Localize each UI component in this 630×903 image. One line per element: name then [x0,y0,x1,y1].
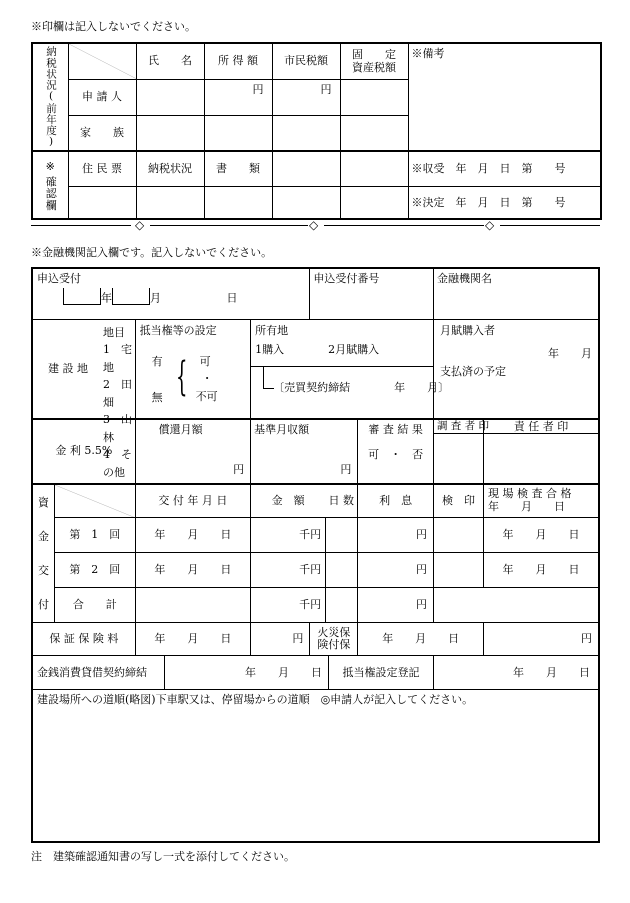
fund-side-label: 資 金 交 付 [32,484,54,623]
header-fixed-asset-tax: 固 定 資産税額 [340,43,408,79]
header-seal: 検 印 [433,484,483,518]
second-seal-field[interactable] [433,553,483,588]
mortgage-setting-cell[interactable]: 抵当権等の設定 有 無 { 可 ・ 不可 [135,319,250,419]
row-family: 家 族 [68,115,136,151]
chimoku-item: 2 田 畑 [103,378,143,409]
site-label: 建 設 地 地目 1 宅 地 2 田 畑 3 山 林 4 その他 [32,319,135,419]
family-name-field[interactable] [136,115,204,151]
tax-status-table [31,42,602,220]
family-city-tax-field[interactable] [272,115,340,151]
header-issue-date: 交 付 年 月 日 [135,484,250,518]
responsible-seal-label: 責 任 者 印 [484,419,599,434]
confirm-tax-status: 納税状況 [136,151,204,186]
diagonal-cell [54,484,135,518]
first-interest-field[interactable]: 円 [358,518,434,553]
chimoku-item: 4 その他 [103,448,132,479]
family-fixed-tax-field[interactable] [340,115,408,151]
chimoku-item: 1 宅 地 [103,343,143,374]
applicant-city-tax-field[interactable]: 円 [272,79,340,115]
confirm-blank-4 [340,186,408,219]
total-amount-field[interactable]: 千円 [251,588,358,623]
separator-line [500,225,600,226]
total-interest-field[interactable]: 円 [358,588,434,623]
first-site-date[interactable]: 年 月 日 [484,518,599,553]
first-seal-field[interactable] [433,518,483,553]
confirm-blank-2 [340,151,408,186]
row-second: 第 2 回 [54,553,135,588]
owner-land-cell[interactable]: 所有地 1購入 2月賦購入 〔売買契約締結 年 月〕 [251,319,434,419]
review-result-cell[interactable]: 審 査 結 果 可 ・ 否 [358,419,434,484]
applicant-fixed-tax-field[interactable] [340,79,408,115]
applicant-name-field[interactable] [136,79,204,115]
application-received-cell[interactable]: 申込受付 年 月 日 [32,268,310,319]
inspector-seal-label: 調 査 者 印 [433,419,483,434]
confirm-docs-field[interactable] [204,186,272,219]
route-map-area[interactable]: 建設場所への道順(略図)下車駅又は、停留場からの道順 ◎申請人が記入してください。 [32,690,599,842]
applicant-income-field[interactable]: 円 [204,79,272,115]
first-date-field[interactable]: 年 月 日 [135,518,250,553]
header-site-inspection: 現 場 検 査 合 格 年 月 日 [484,484,599,518]
header-income: 所 得 額 [204,43,272,79]
second-date-field[interactable]: 年 月 日 [135,553,250,588]
installment-buyer-cell[interactable]: 月賦購入者 年 月 支払済の予定 [433,319,599,419]
application-number-field[interactable]: 申込受付番号 [310,268,434,319]
second-amount-field[interactable]: 千円 [251,553,358,588]
remarks-cell: ※備考 [408,43,601,151]
row-applicant: 申 請 人 [68,79,136,115]
inspector-seal-field[interactable] [433,434,483,484]
family-income-field[interactable] [204,115,272,151]
bank-table [31,267,600,843]
responsible-seal-field[interactable] [484,434,599,484]
confirm-tax-field[interactable] [136,186,204,219]
confirm-documents: 書 類 [204,151,272,186]
total-blank [433,588,599,623]
interest-rate: 金 利 5.5% [32,419,135,484]
confirm-juminhyo: 住 民 票 [68,151,136,186]
footnote: 注 建築確認通知書の写し一式を添付してください。 [31,850,295,863]
bank-name-field[interactable]: 金融機関名 [433,268,599,319]
diamond-icon: ◇ [485,218,495,232]
separator-line [31,225,131,226]
chimoku-item: 3 山 林 [103,413,143,444]
guarantee-date-field[interactable]: 年 月 日 [135,623,250,656]
confirm-blank-1 [272,151,340,186]
repayment-monthly-field[interactable]: 償還月額 円 [135,419,250,484]
header-interest: 利 息 [358,484,434,518]
standard-income-field[interactable]: 基準月収額 円 [251,419,358,484]
separator-line [324,225,484,226]
diamond-icon: ◇ [135,218,145,232]
guarantee-amount-field[interactable]: 円 [251,623,310,656]
header-city-tax: 市民税額 [272,43,340,79]
fire-insurance-amount-field[interactable]: 円 [484,623,599,656]
fire-insurance-label: 火災保 険付保 [310,623,358,656]
loan-contract-date-field[interactable]: 年 月 日 [164,656,328,689]
tax-side-label: 納税状況(前年度) [32,43,68,151]
guarantee-label: 保 証 保 険 料 [32,623,135,656]
header-name: 氏 名 [136,43,204,79]
mortgage-registration-date-field[interactable]: 年 月 日 [433,656,598,689]
diagonal-cell [68,43,136,79]
diamond-icon: ◇ [309,218,319,232]
confirm-juminhyo-field[interactable] [68,186,136,219]
separator-line [150,225,308,226]
loan-row [32,656,599,690]
notice-bank: ※金融機関記入欄です。記入しないでください。 [31,246,273,259]
row-first: 第 1 回 [54,518,135,553]
chimoku-label: 地目 [103,325,125,339]
second-interest-field[interactable]: 円 [358,553,434,588]
second-site-date[interactable]: 年 月 日 [484,553,599,588]
confirm-side-label: ※ 確認欄 [32,151,68,219]
header-amount: 金 額 日 数 [251,484,358,518]
loan-contract-label: 金銭消費貸借契約締結 [37,665,147,679]
decision-line: ※決定 年 月 日 第 号 [408,186,601,219]
notice-top: ※印欄は記入しないでください。 [31,20,196,33]
fire-insurance-date-field[interactable]: 年 月 日 [358,623,484,656]
mortgage-registration-label: 抵当権設定登記 [328,656,433,689]
total-date-field [135,588,250,623]
first-amount-field[interactable]: 千円 [251,518,358,553]
row-total: 合 計 [54,588,135,623]
receipt-line: ※収受 年 月 日 第 号 [408,151,601,186]
confirm-blank-3 [272,186,340,219]
